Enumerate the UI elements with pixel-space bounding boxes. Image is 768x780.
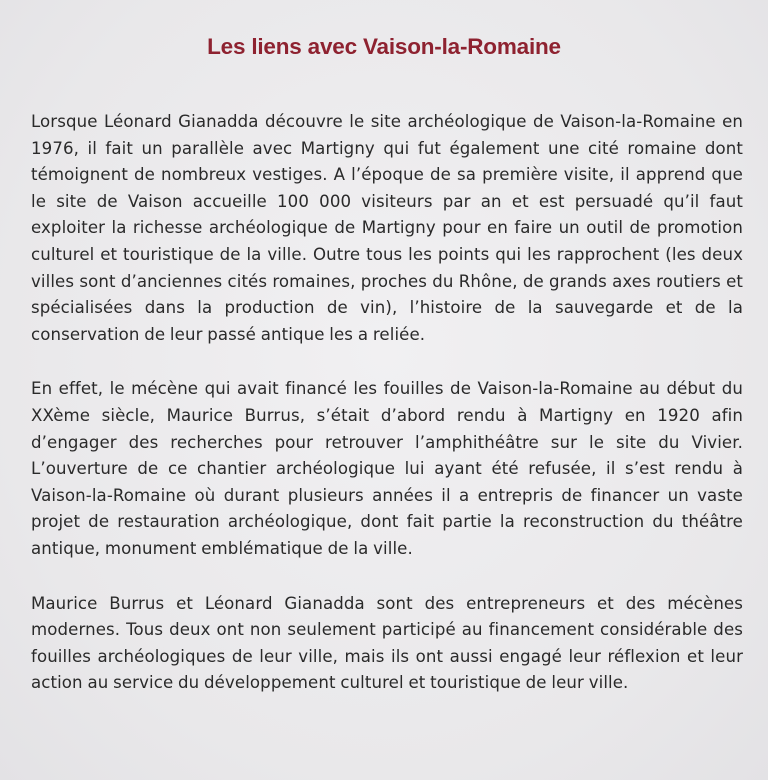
paragraph-1: Lorsque Léonard Gianadda découvre le site archéologique de Vaison-la-Romaine en 1976, il fait un parallèle avec Martigny qui fut également une cité romaine dont témoignent de nombreux vestiges. A l’époque de sa première visite, il apprend que le site de Vaison accueille 100 000 visiteurs par an et est persuadé qu’il faut exploiter la richesse archéologique de Martigny pour en faire un outil de promotion culturel et touristique de la ville. Outre tous les points qui les rapprochent (les deux villes sont d’anciennes cités romaines, proches du Rhône, de grands axes routiers et spécialisées dans la production de vin), l’histoire de la sauvegarde et de la conservation de leur passé antique les a reliée. bbox=[31, 112, 743, 344]
paragraph-3: Maurice Burrus et Léonard Gianadda sont des entrepreneurs et des mécènes modernes. Tous deux ont non seulement participé au financement considérable des fouilles archéologiques de leur ville, mais ils ont aussi engagé leur réflexion et leur action au service du développement culturel et touristique de leur ville. bbox=[31, 593, 743, 693]
panel-title: Les liens avec Vaison-la-Romaine bbox=[207, 34, 561, 59]
panel-body bbox=[31, 109, 743, 725]
paragraph-2: En effet, le mécène qui avait financé les fouilles de Vaison-la-Romaine au début du XXème siècle, Maurice Burrus, s’était d’abord rendu à Martigny en 1920 afin d’engager des recherches pour retrouver l’amphithéâtre sur le site du Vivier. L’ouverture de ce chantier archéologique lui ayant été refusée, il s’est rendu à Vaison-la-Romaine où durant plusieurs années il a entrepris de financer un vaste projet de restauration archéologique, dont fait partie la reconstruction du théâtre antique, monument emblématique de la ville. bbox=[31, 379, 743, 558]
